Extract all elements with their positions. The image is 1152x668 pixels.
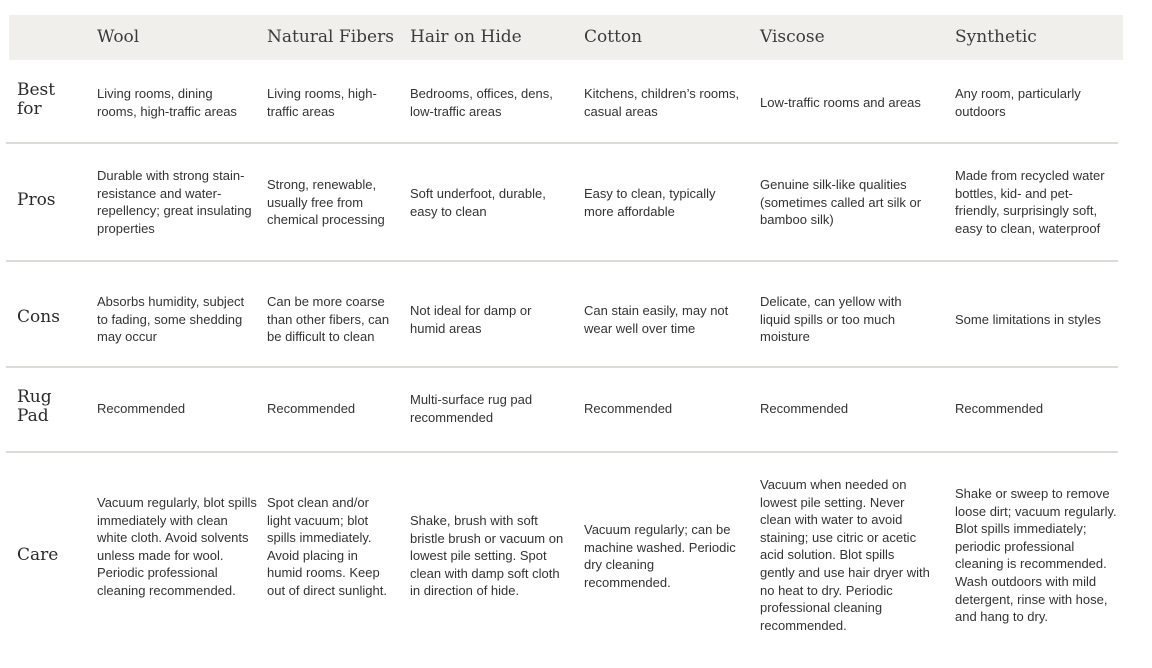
cell-care-hair-on-hide: Shake, brush with soft bristle brush or vacuum on lowest pile setting. Spot clean with damp soft cloth in direction of hide.	[410, 513, 564, 599]
cell-pros-natural-fibers: Strong, renewable, usually free from chemical processing	[267, 177, 385, 228]
cell-care-natural-fibers: Spot clean and/or light vacuum; blot spills immediately. Avoid placing in humid rooms. Keep out of direct sunlight.	[267, 495, 387, 598]
row-label-best-for: Best for	[17, 80, 56, 119]
cell-rug-pad-viscose: Recommended	[760, 401, 849, 416]
cell-best-for-synthetic: Any room, particularly outdoors	[955, 86, 1081, 119]
cell-care-synthetic: Shake or sweep to remove loose dirt; vacuum regularly. Blot spills immediately; periodic professional cleaning is recommended. Wash outdoors with mild detergent, rinse with hose, and hang to dry.	[955, 486, 1117, 625]
cell-rug-pad-hair-on-hide: Multi-surface rug pad recommended	[410, 392, 533, 425]
row-label-care: Care	[17, 545, 59, 565]
column-header-wool: Wool	[97, 27, 140, 47]
cell-cons-natural-fibers: Can be more coarse than other fibers, can be difficult to clean	[267, 294, 390, 345]
cell-rug-pad-natural-fibers: Recommended	[267, 401, 356, 416]
row-label-cons: Cons	[17, 307, 60, 327]
cell-pros-hair-on-hide: Soft underfoot, durable, easy to clean	[410, 186, 546, 219]
cell-best-for-natural-fibers: Living rooms, high-traffic areas	[267, 86, 377, 119]
cell-cons-hair-on-hide: Not ideal for damp or humid areas	[410, 303, 532, 336]
cell-best-for-hair-on-hide: Bedrooms, offices, dens, low-traffic areas	[410, 86, 553, 119]
cell-pros-wool: Durable with strong stain-resistance and water-repellency; great insulating properties	[97, 168, 252, 236]
table-header-row	[9, 15, 1123, 60]
column-header-synthetic: Synthetic	[955, 27, 1037, 47]
cell-cons-cotton: Can stain easily, may not wear well over time	[584, 303, 729, 336]
cell-cons-wool: Absorbs humidity, subject to fading, some shedding may occur	[97, 294, 245, 345]
cell-pros-synthetic: Made from recycled water bottles, kid- and pet-friendly, surprisingly soft, easy to clean, waterproof	[955, 168, 1105, 236]
cell-care-cotton: Vacuum regularly; can be machine washed. Periodic dry cleaning recommended.	[584, 522, 736, 590]
cell-cons-synthetic: Some limitations in styles	[955, 312, 1101, 327]
cell-care-viscose: Vacuum when needed on lowest pile setting. Never clean with water to avoid staining; use citric or acetic acid solution. Blot spills gently and use hair dryer with no heat to dry. Periodic professional cleaning recommended.	[760, 477, 930, 633]
row-divider	[6, 142, 1118, 144]
cell-rug-pad-wool: Recommended	[97, 401, 186, 416]
cell-best-for-viscose: Low-traffic rooms and areas	[760, 95, 921, 110]
row-label-rug-pad: Rug Pad	[17, 387, 52, 426]
column-header-viscose: Viscose	[760, 27, 825, 47]
row-divider	[6, 260, 1118, 262]
row-divider	[6, 366, 1118, 368]
cell-cons-viscose: Delicate, can yellow with liquid spills or too much moisture	[760, 294, 902, 345]
cell-best-for-wool: Living rooms, dining rooms, high-traffic areas	[97, 86, 237, 119]
cell-care-wool: Vacuum regularly, blot spills immediately with clean white cloth. Avoid solvents unless made for wool. Periodic professional cleaning recommended.	[97, 495, 257, 598]
column-header-cotton: Cotton	[584, 27, 643, 47]
cell-rug-pad-synthetic: Recommended	[955, 401, 1044, 416]
row-label-pros: Pros	[17, 190, 56, 210]
cell-pros-cotton: Easy to clean, typically more affordable	[584, 186, 716, 219]
row-divider	[6, 451, 1118, 453]
column-header-natural-fibers: Natural Fibers	[267, 27, 394, 47]
cell-rug-pad-cotton: Recommended	[584, 401, 673, 416]
cell-best-for-cotton: Kitchens, children’s rooms, casual areas	[584, 86, 740, 119]
column-header-hair-on-hide: Hair on Hide	[410, 27, 522, 47]
cell-pros-viscose: Genuine silk-like qualities (sometimes called art silk or bamboo silk)	[760, 177, 922, 228]
